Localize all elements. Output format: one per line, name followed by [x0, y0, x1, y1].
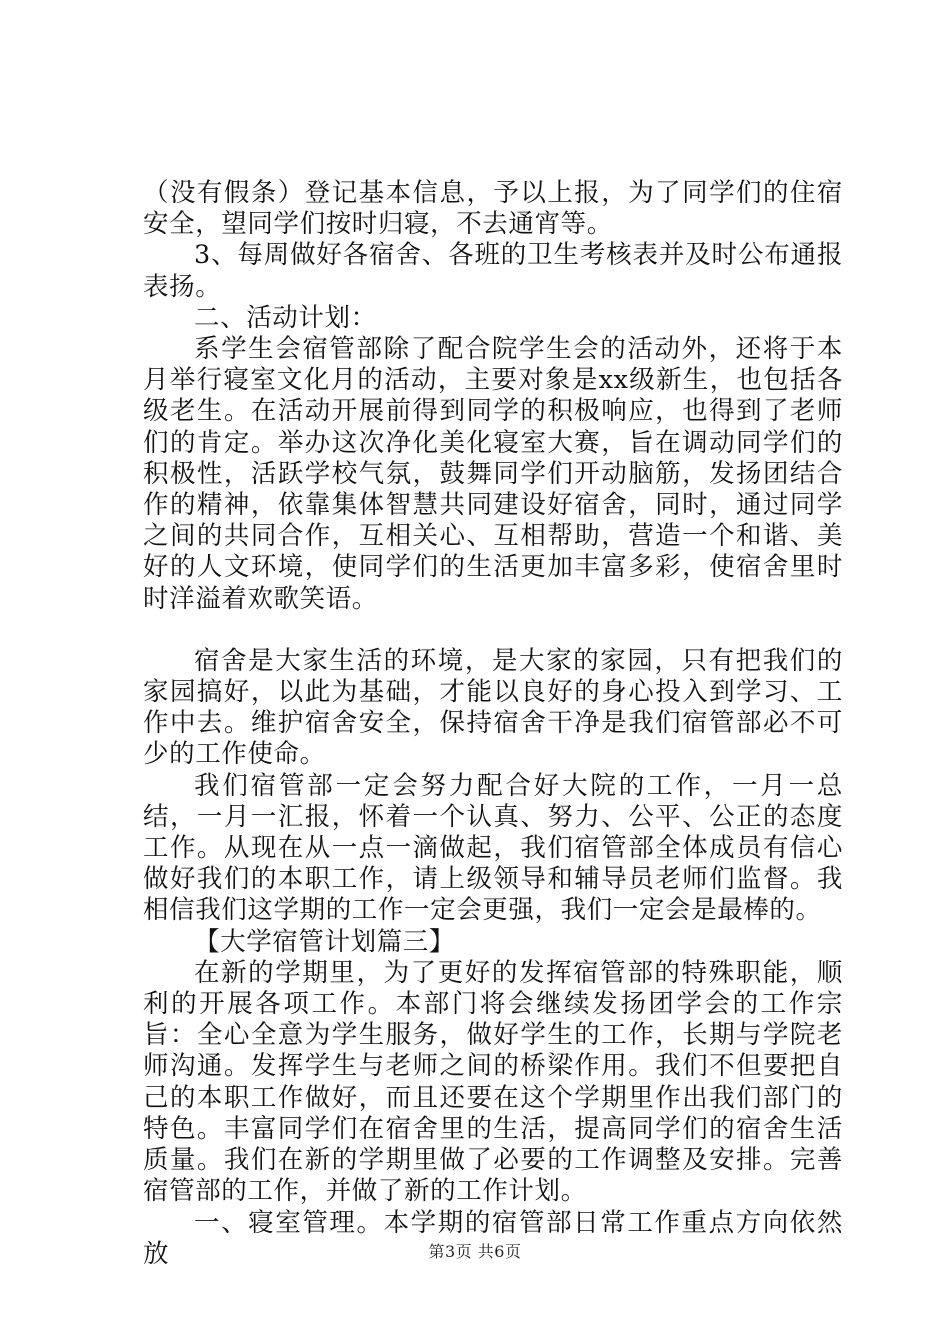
page-number-footer: 第3页 共6页 — [428, 1242, 522, 1261]
paragraph-dorm-culture-month: 系学生会宿管部除了配合院学生会的活动外，还将于本月举行寝室文化月的活动，主要对象是xx级新生，也包括各级老生。在活动开展前得到同学的积极响应，也得到了老师们的肯定。举办这次净化美化寝室大赛，旨在调动同学们的积极性，活跃学校气氛，鼓舞同学们开动脑筋，发扬团结合作的精神，依靠集体智慧共同建设好宿舍，同时，通过同学之间的共同合作，互相关心、互相帮助，营造一个和谐、美好的人文环境，使同学们的生活更加丰富多彩，使宿舍里时时洋溢着欢歌笑语。 — [143, 334, 843, 614]
paragraph-commitment: 我们宿管部一定会努力配合好大院的工作，一月一总结，一月一汇报，怀着一个认真、努力、公平、公正的态度工作。从现在从一点一滴做起，我们宿管部全体成员有信心做好我们的本职工作，请上级领导和辅导员老师们监督。我相信我们这学期的工作一定会更强，我们一定会是最棒的。 — [143, 770, 843, 926]
document-body — [143, 178, 843, 1270]
section-heading-activity-plan: 二、活动计划： — [194, 302, 377, 333]
paragraph-dorm-is-home: 宿舍是大家生活的环境，是大家的家园，只有把我们的家园搞好，以此为基础，才能以良好的身心投入到学习、工作中去。维护宿舍安全，保持宿舍干净是我们宿管部必不可少的工作使命。 — [143, 645, 843, 770]
paragraph-new-semester: 在新的学期里，为了更好的发挥宿管部的特殊职能，顺利的开展各项工作。本部门将会继续发扬团学会的工作宗旨：全心全意为学生服务，做好学生的工作，长期与学院老师沟通。发挥学生与老师之间的桥梁作用。我们不但要把自己的本职工作做好，而且还要在这个学期里作出我们部门的特色。丰富同学们在宿舍里的生活，提高同学们的宿舍生活质量。我们在新的学期里做了必要的工作调整及安排。完善宿管部的工作，并做了新的工作计划。 — [143, 957, 843, 1207]
paragraph-dorm-management: 一、寝室管理。本学期的宿管部日常工作重点方向依然放 — [143, 1207, 843, 1269]
section-heading-plan-part-three: 【大学宿管计划篇三】 — [194, 926, 456, 957]
paragraph-registration-continued: （没有假条）登记基本信息，予以上报，为了同学们的住宿安全，望同学们按时归寝，不去通宵等。 — [143, 178, 843, 240]
paragraph-hygiene-inspection: 3、每周做好各宿舍、各班的卫生考核表并及时公布通报表扬。 — [143, 240, 843, 302]
